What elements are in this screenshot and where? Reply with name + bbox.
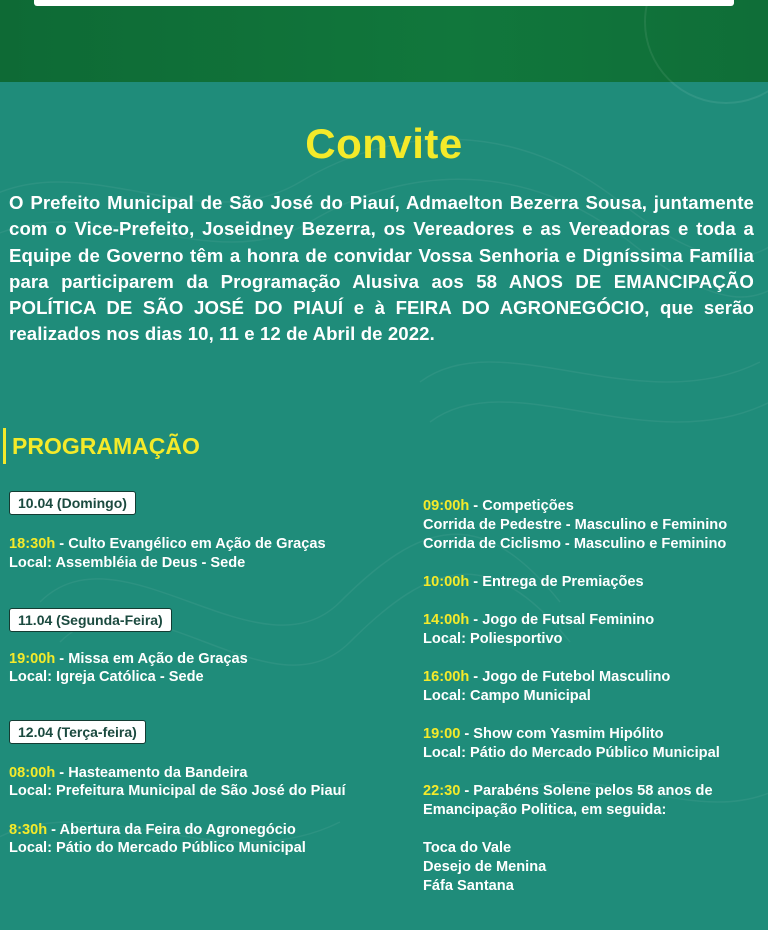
programacao-heading: PROGRAMAÇÃO — [3, 428, 200, 464]
event-time-line — [423, 611, 654, 630]
event-location: Local: Igreja Católica - Sede — [9, 669, 204, 685]
event-time-line — [9, 764, 247, 783]
event-title: - Parabéns Solene pelos 58 anos de — [460, 783, 713, 799]
event-time: 10:00h — [423, 574, 470, 590]
event-location: Local: Pátio do Mercado Público Municipal — [9, 840, 306, 856]
event-time-line — [9, 650, 248, 669]
event-time-line — [423, 573, 644, 592]
invitation-title: Convite — [305, 120, 463, 167]
header-white-strip — [34, 0, 734, 6]
attraction-item: Desejo de Menina — [423, 859, 547, 875]
event-title: - Entrega de Premiações — [469, 574, 644, 590]
event-detail: Corrida de Ciclismo - Masculino e Feminino — [423, 536, 727, 552]
event-detail: Corrida de Pedestre - Masculino e Feminino — [423, 517, 728, 533]
attraction-item: Toca do Vale — [423, 840, 512, 856]
event-location: Local: Assembléia de Deus - Sede — [9, 555, 246, 571]
day-label-12-04: 12.04 (Terça-feira) — [9, 720, 146, 744]
event-time: 09:00h — [423, 498, 470, 514]
invitation-text: O Prefeito Municipal de São José do Piauí, Admaelton Bezerra Sousa, juntamente com o Vice-Prefeito, Joseidney Bezerra, os Vereadores e as Vereadoras e toda a Equipe de Governo têm a honra de convidar Vossa Senhoria e Digníssima Família para participarem da Programação Alusiva aos 58 ANOS DE EMANCIPAÇÃO POLÍTICA DE SÃO JOSÉ DO PIAUÍ e à FEIRA DO AGRONEGÓCIO, que serão realizados nos dias 10, 11 e 12 de Abril de 2022. — [9, 192, 754, 345]
event-time-line — [9, 821, 296, 840]
event-location: Local: Campo Municipal — [423, 688, 591, 704]
event-title: - Jogo de Futebol Masculino — [469, 669, 671, 685]
header-decor-curve — [644, 0, 768, 104]
event-time-line — [423, 782, 713, 801]
event-time: 19:00h — [9, 651, 56, 667]
day-label-11-04: 11.04 (Segunda-Feira) — [9, 608, 172, 632]
event-location: Local: Prefeitura Municipal de São José do Piauí — [9, 783, 346, 799]
event-location: Local: Poliesportivo — [423, 631, 563, 647]
event-title: - Hasteamento da Bandeira — [55, 765, 248, 781]
event-title: - Missa em Ação de Graças — [55, 651, 248, 667]
event-title: - Show com Yasmim Hipólito — [460, 726, 664, 742]
event-time: 14:00h — [423, 612, 470, 628]
event-time: 18:30h — [9, 536, 56, 552]
event-title: - Abertura da Feira do Agronegócio — [47, 822, 296, 838]
event-title: - Culto Evangélico em Ação de Graças — [55, 536, 326, 552]
header-band — [0, 0, 768, 82]
event-detail: Emancipação Politica, em seguida: — [423, 802, 667, 818]
event-time: 16:00h — [423, 669, 470, 685]
attraction-item: Fáfa Santana — [423, 878, 514, 894]
event-time: 22:30 — [423, 783, 461, 799]
event-time: 8:30h — [9, 822, 48, 838]
event-time: 08:00h — [9, 765, 56, 781]
event-title: - Jogo de Futsal Feminino — [469, 612, 655, 628]
event-time: 19:00 — [423, 726, 461, 742]
event-location: Local: Pátio do Mercado Público Municipal — [423, 745, 720, 761]
event-time-line — [423, 668, 670, 687]
event-time-line — [423, 497, 574, 516]
event-title: - Competições — [469, 498, 574, 514]
event-time-line — [9, 535, 326, 554]
event-time-line — [423, 725, 664, 744]
day-label-10-04: 10.04 (Domingo) — [9, 491, 136, 515]
